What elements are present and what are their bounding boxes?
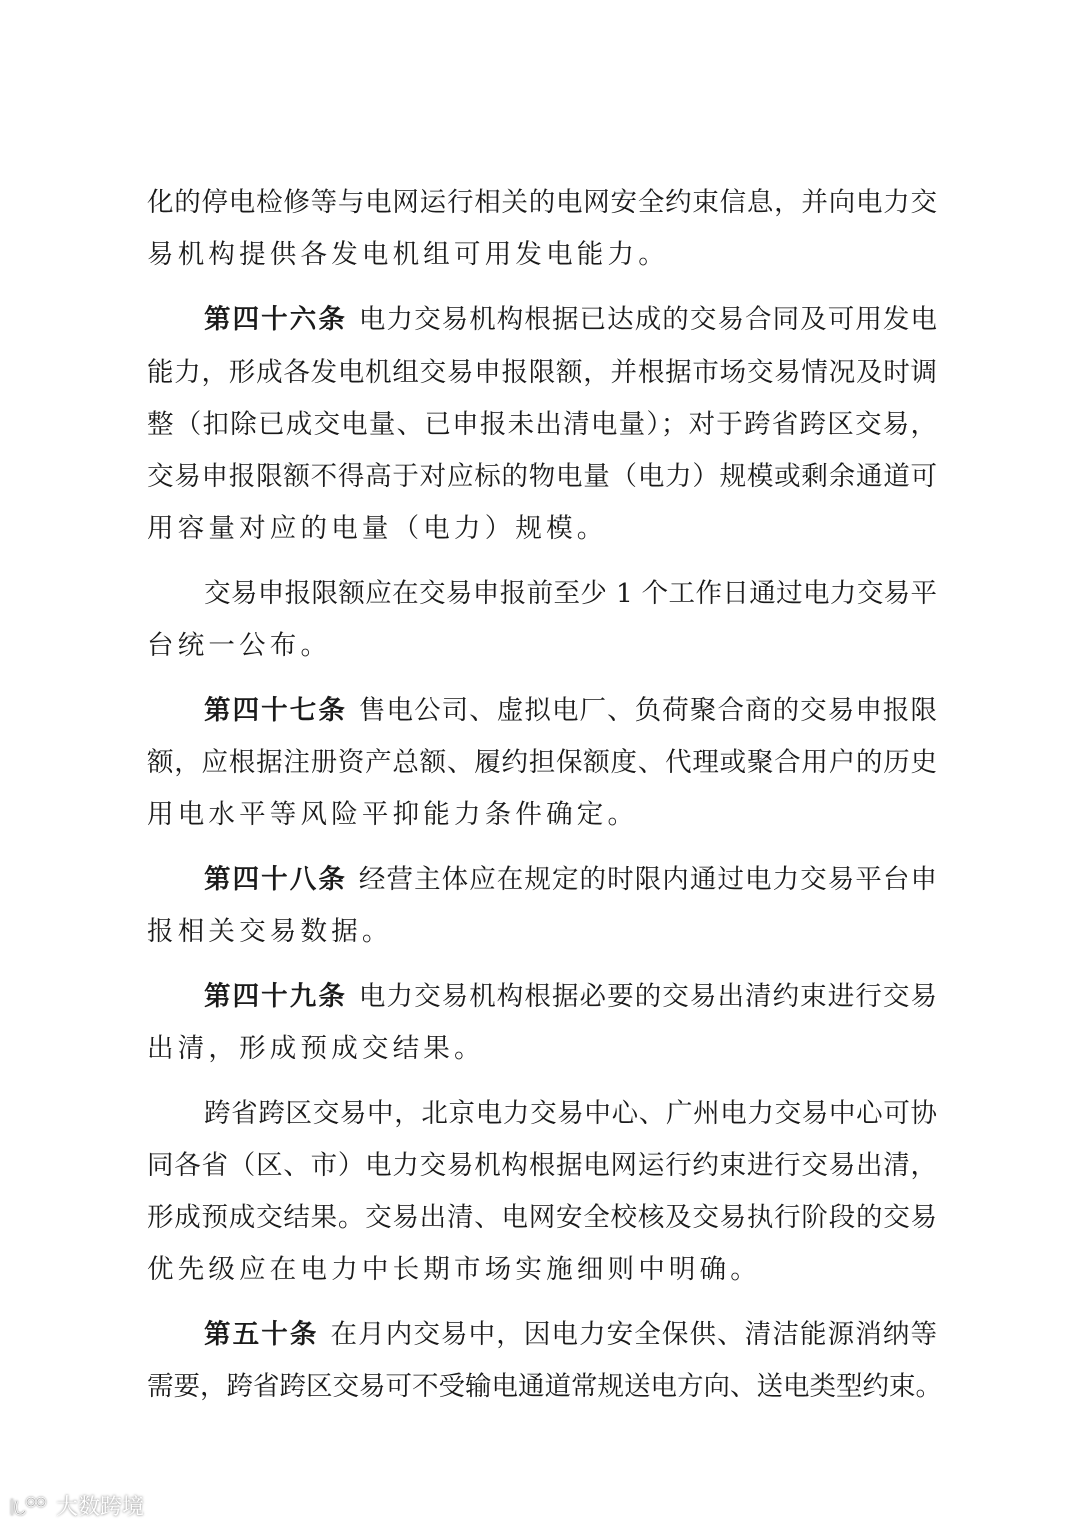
article-text: 在月内交易中，因电力安全保供、清洁能源消纳等 <box>330 1319 938 1350</box>
article-text: 电力交易机构根据已达成的交易合同及可用发电 <box>358 304 938 335</box>
article-text: 售电公司、虚拟电厂、负荷聚合商的交易申报限 <box>358 695 938 726</box>
text-line: 交易申报限额不得高于对应标的物电量（电力）规模或剩余通道可 <box>147 461 937 492</box>
article-title: 第五十条 <box>204 1319 319 1350</box>
article-48-line <box>204 860 937 900</box>
article-title: 第四十九条 <box>204 981 347 1012</box>
article-47-line <box>204 691 937 731</box>
article-text: 电力交易机构根据必要的交易出清约束进行交易 <box>358 981 938 1012</box>
article-title: 第四十七条 <box>204 695 347 726</box>
text-line: 额，应根据注册资产总额、履约担保额度、代理或聚合用户的历史 <box>147 747 937 778</box>
text-line: 用电水平等风险平抑能力条件确定。 <box>147 799 639 830</box>
text-line: 台统一公布。 <box>147 630 332 661</box>
watermark-brand: 大数跨境 <box>56 1495 145 1520</box>
text-line: 能力，形成各发电机组交易申报限额，并根据市场交易情况及时调 <box>147 357 937 388</box>
article-49-line <box>204 977 937 1017</box>
text-line: 用容量对应的电量（电力）规模。 <box>147 513 608 544</box>
brand-logo-icon <box>8 1493 50 1519</box>
text-line: 优先级应在电力中长期市场实施细则中明确。 <box>147 1254 761 1285</box>
article-title: 第四十八条 <box>204 864 347 895</box>
text-line: 易机构提供各发电机组可用发电能力。 <box>147 239 669 270</box>
article-50-line <box>204 1315 937 1355</box>
watermark <box>8 1490 144 1521</box>
text-line: 出清，形成预成交结果。 <box>147 1033 485 1064</box>
text-line: 交易申报限额应在交易申报前至少 1 个工作日通过电力交易平 <box>204 578 937 609</box>
text-line: 报相关交易数据。 <box>147 916 393 947</box>
article-title: 第四十六条 <box>204 304 347 335</box>
text-line: 化的停电检修等与电网运行相关的电网安全约束信息，并向电力交 <box>147 187 937 218</box>
text-line: 整（扣除已成交电量、已申报未出清电量）；对于跨省跨区交易， <box>147 409 937 440</box>
article-46-line <box>204 300 937 340</box>
text-line: 同各省（区、市）电力交易机构根据电网运行约束进行交易出清， <box>147 1150 937 1181</box>
text-line: 跨省跨区交易中，北京电力交易中心、广州电力交易中心可协 <box>204 1098 937 1129</box>
article-text: 经营主体应在规定的时限内通过电力交易平台申 <box>358 864 938 895</box>
text-line: 需要，跨省跨区交易可不受输电通道常规送电方向、送电类型约束。 <box>147 1371 942 1402</box>
text-line: 形成预成交结果。交易出清、电网安全校核及交易执行阶段的交易 <box>147 1202 937 1233</box>
